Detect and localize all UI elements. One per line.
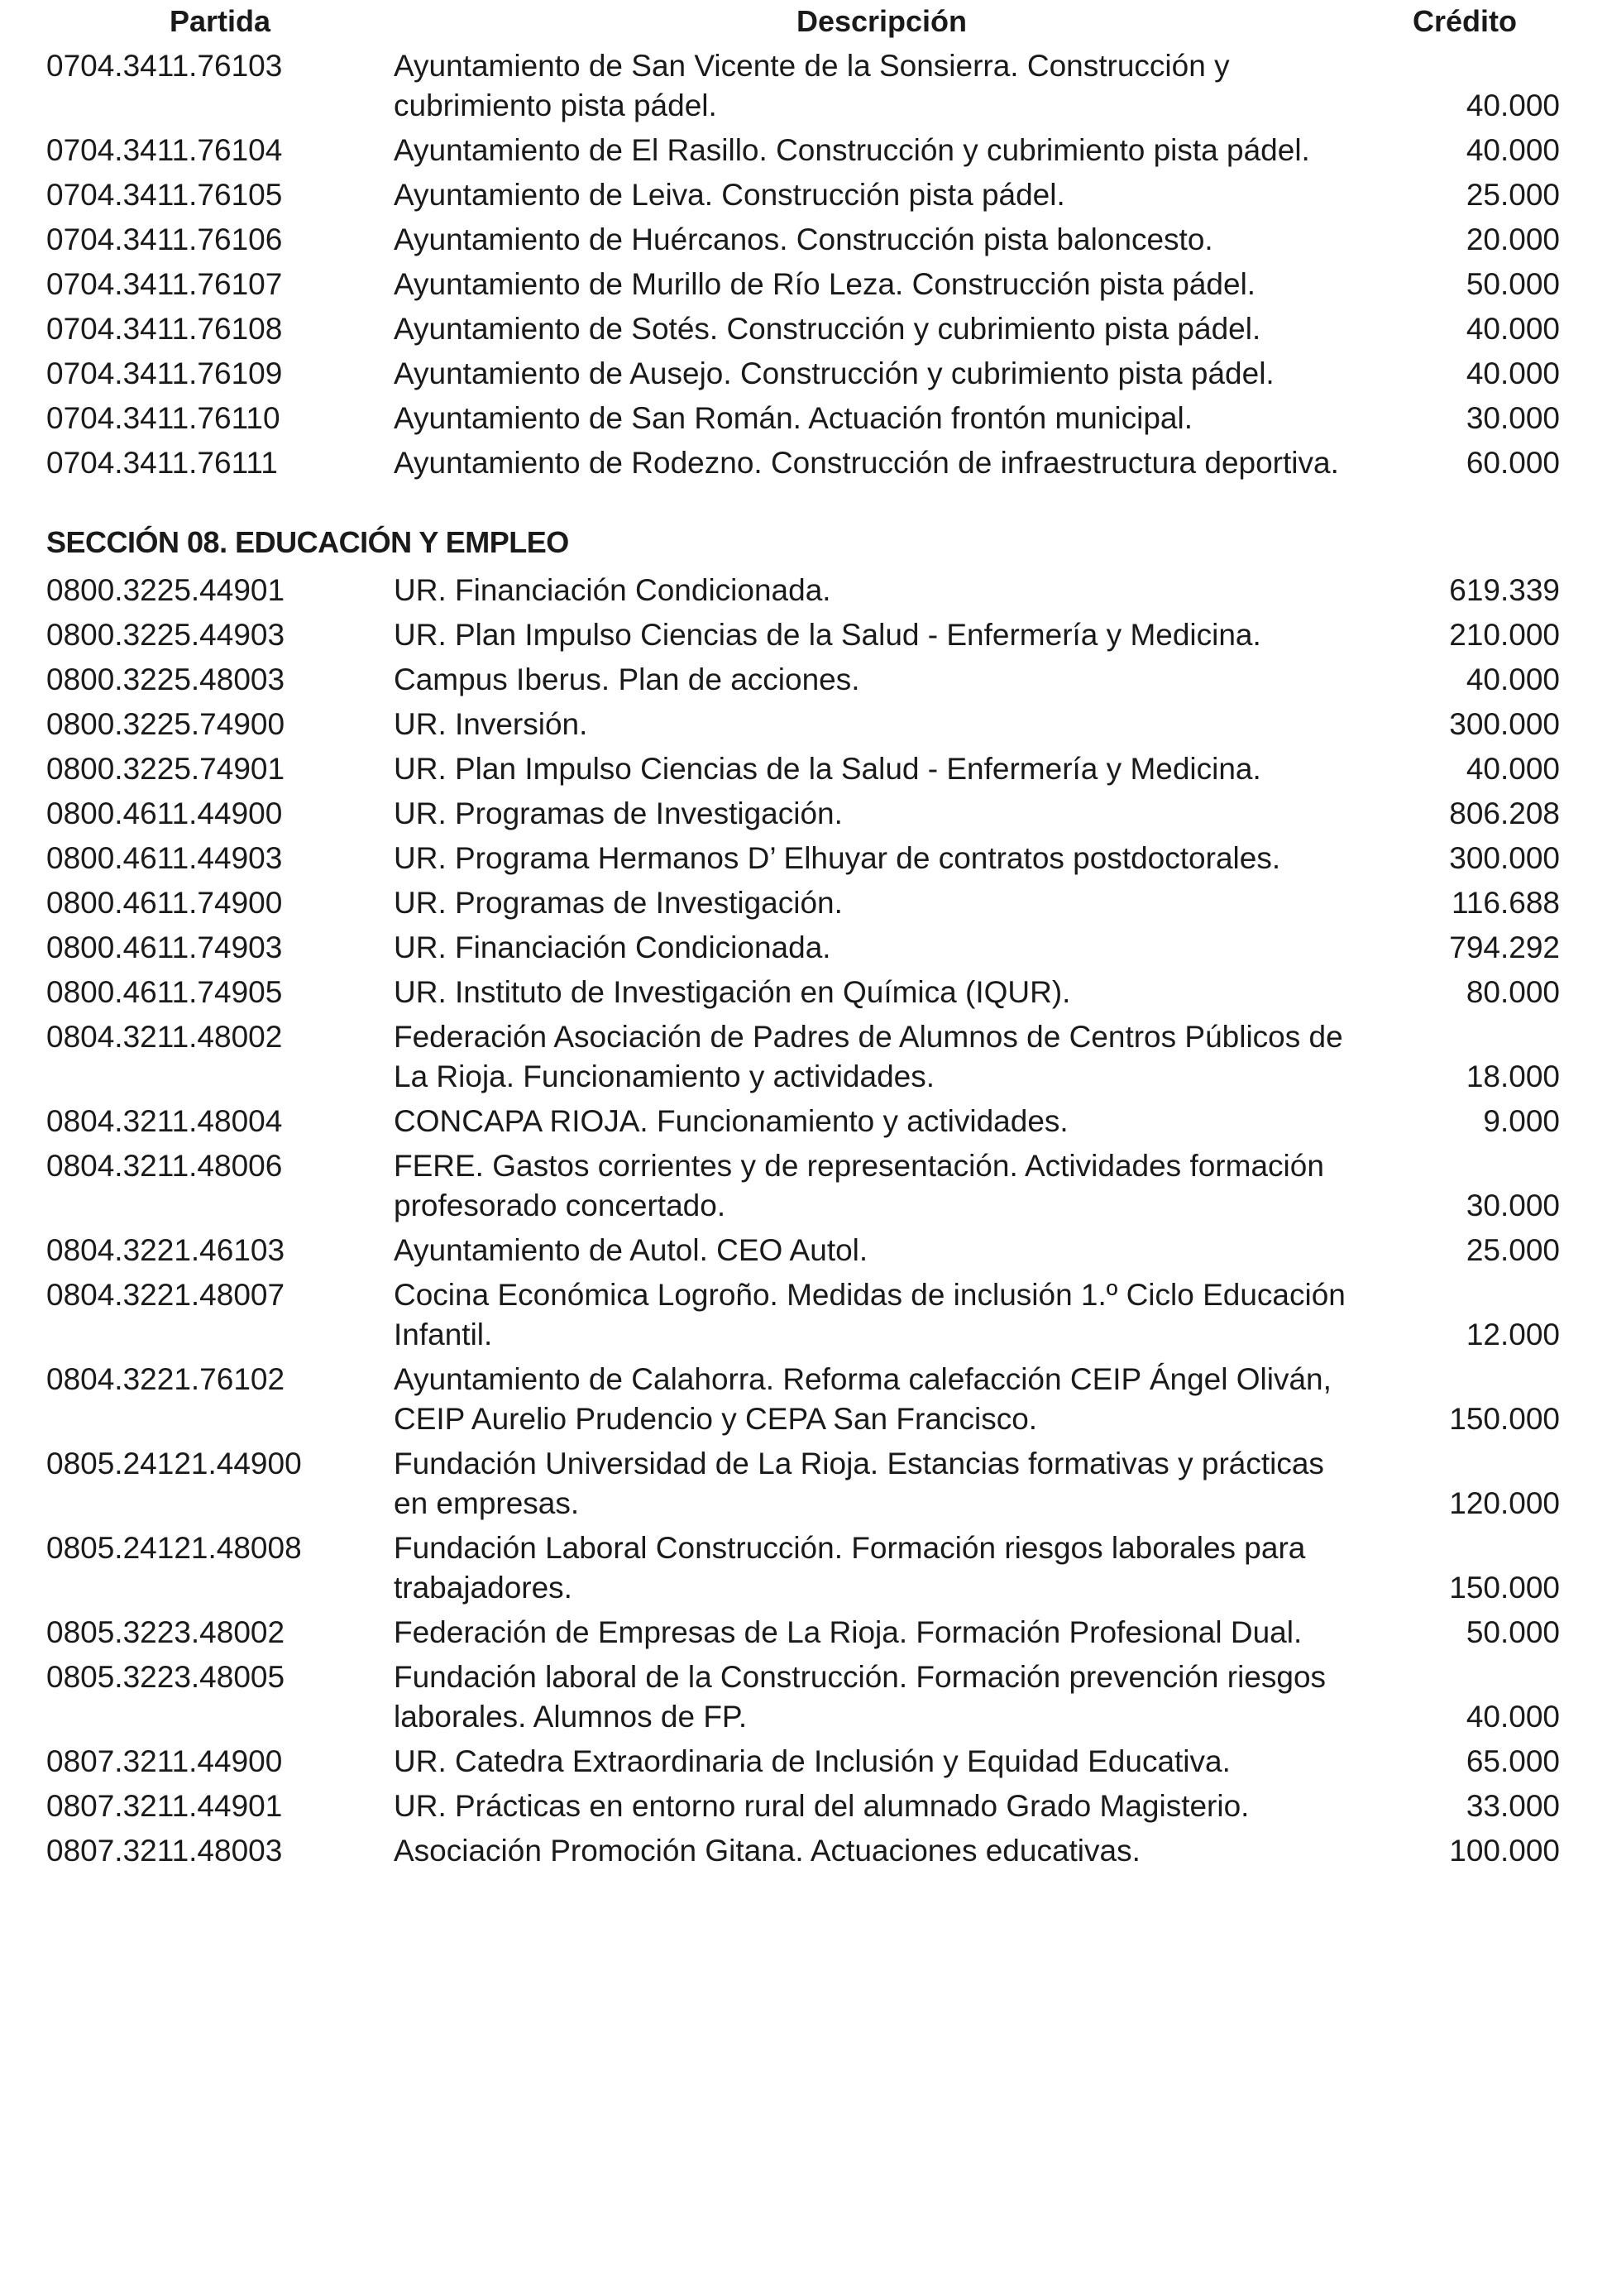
partida-code: 0807.3211.48003: [46, 1834, 283, 1868]
descripcion-text: UR. Plan Impulso Ciencias de la Salud - Enfermería y Medicina.: [394, 618, 1261, 652]
partida-code: 0804.3221.76102: [46, 1362, 285, 1396]
table-row: [46, 217, 1560, 261]
descripcion-text: Campus Iberus. Plan de acciones.: [394, 662, 860, 696]
table-row: [46, 440, 1560, 485]
table-row: [46, 1227, 1560, 1272]
partida-code: 0704.3411.76106: [46, 222, 283, 256]
credito-amount: 150.000: [1449, 1402, 1560, 1436]
partida-code: 0800.4611.74900: [46, 886, 283, 920]
table-row: [46, 567, 1560, 612]
credito-amount: 116.688: [1452, 886, 1560, 920]
table-row: [46, 1828, 1560, 1873]
credito-amount: 300.000: [1449, 841, 1560, 875]
credito-amount: 65.000: [1466, 1744, 1560, 1778]
partida-code: 0804.3211.48002: [46, 1020, 283, 1054]
credito-amount: 40.000: [1466, 88, 1560, 122]
descripcion-text: UR. Prácticas en entorno rural del alumnado Grado Magisterio.: [394, 1789, 1250, 1823]
descripcion-text: UR. Financiación Condicionada.: [394, 930, 831, 964]
partida-code: 0800.4611.44903: [46, 841, 283, 875]
partida-code: 0704.3411.76109: [46, 356, 283, 390]
partida-code: 0800.3225.44901: [46, 573, 285, 607]
table-row: [46, 612, 1560, 657]
credito-amount: 300.000: [1449, 707, 1560, 741]
partida-code: 0800.4611.74903: [46, 930, 283, 964]
partida-code: 0704.3411.76104: [46, 133, 283, 167]
credito-amount: 210.000: [1449, 618, 1560, 652]
partida-code: 0704.3411.76105: [46, 178, 283, 212]
partida-code: 0704.3411.76107: [46, 267, 283, 301]
table-row: [46, 351, 1560, 395]
section-title: SECCIÓN 08. EDUCACIÓN Y EMPLEO: [46, 525, 569, 559]
table-row: [46, 1143, 1560, 1227]
partida-code: 0704.3411.76110: [46, 401, 280, 435]
partida-code: 0804.3221.46103: [46, 1233, 285, 1267]
table-row: [46, 746, 1560, 791]
table-row: [46, 1098, 1560, 1143]
descripcion-text: Fundación Universidad de La Rioja. Estancias formativas y prácticas en empresas.: [394, 1447, 1324, 1520]
table-row: [46, 395, 1560, 440]
partida-code: 0807.3211.44901: [46, 1789, 283, 1823]
credito-amount: 806.208: [1449, 796, 1560, 830]
table-header: [46, 0, 1560, 43]
descripcion-text: Ayuntamiento de San Vicente de la Sonsierra. Construcción y cubrimiento pista pádel.: [394, 49, 1230, 122]
table-row: [46, 1783, 1560, 1828]
descripcion-text: Ayuntamiento de San Román. Actuación frontón municipal.: [394, 401, 1193, 435]
table-row: [46, 835, 1560, 880]
table-row: [46, 172, 1560, 217]
credito-amount: 25.000: [1466, 1233, 1560, 1267]
credito-amount: 25.000: [1466, 178, 1560, 212]
table-row: [46, 791, 1560, 835]
descripcion-text: Federación de Empresas de La Rioja. Formación Profesional Dual.: [394, 1615, 1303, 1649]
credito-amount: 60.000: [1466, 446, 1560, 480]
table-row: [46, 701, 1560, 746]
table-row: [46, 127, 1560, 172]
credito-amount: 12.000: [1466, 1318, 1560, 1351]
credito-amount: 20.000: [1466, 222, 1560, 256]
table-row: [46, 1739, 1560, 1783]
partida-code: 0805.3223.48005: [46, 1660, 285, 1694]
table-row: [46, 969, 1560, 1014]
partida-code: 0800.4611.44900: [46, 796, 283, 830]
descripcion-text: CONCAPA RIOJA. Funcionamiento y actividades.: [394, 1104, 1069, 1138]
rows-section-group: [46, 567, 1560, 1873]
descripcion-text: Ayuntamiento de El Rasillo. Construcción y cubrimiento pista pádel.: [394, 133, 1310, 167]
table-row: [46, 1610, 1560, 1654]
descripcion-text: Asociación Promoción Gitana. Actuaciones educativas.: [394, 1834, 1141, 1868]
table-row: [46, 261, 1560, 306]
descripcion-text: FERE. Gastos corrientes y de representación. Actividades formación profesorado concertado.: [394, 1149, 1324, 1222]
header-partida: Partida: [169, 4, 271, 38]
descripcion-text: Ayuntamiento de Huércanos. Construcción pista baloncesto.: [394, 222, 1213, 256]
credito-amount: 33.000: [1466, 1789, 1560, 1823]
credito-amount: 794.292: [1449, 930, 1560, 964]
table-row: [46, 1654, 1560, 1739]
partida-code: 0805.24121.44900: [46, 1447, 302, 1480]
partida-code: 0800.3225.44903: [46, 618, 285, 652]
credito-amount: 40.000: [1466, 133, 1560, 167]
descripcion-text: UR. Instituto de Investigación en Química (IQUR).: [394, 975, 1071, 1009]
table-row: [46, 1525, 1560, 1610]
table-row: [46, 925, 1560, 969]
descripcion-text: UR. Catedra Extraordinaria de Inclusión y Equidad Educativa.: [394, 1744, 1231, 1778]
descripcion-text: UR. Programas de Investigación.: [394, 886, 843, 920]
descripcion-text: Fundación Laboral Construcción. Formación riesgos laborales para trabajadores.: [394, 1531, 1306, 1605]
descripcion-text: UR. Plan Impulso Ciencias de la Salud - Enfermería y Medicina.: [394, 752, 1261, 786]
partida-code: 0800.3225.74900: [46, 707, 285, 741]
partida-code: 0805.3223.48002: [46, 1615, 285, 1649]
descripcion-text: Ayuntamiento de Murillo de Río Leza. Construcción pista pádel.: [394, 267, 1256, 301]
header-descripcion: Descripción: [796, 4, 968, 38]
credito-amount: 100.000: [1449, 1834, 1560, 1868]
credito-amount: 9.000: [1483, 1104, 1560, 1138]
credito-amount: 80.000: [1466, 975, 1560, 1009]
partida-code: 0704.3411.76111: [46, 446, 278, 480]
table-row: [46, 657, 1560, 701]
partida-code: 0800.4611.74905: [46, 975, 283, 1009]
credito-amount: 40.000: [1466, 312, 1560, 346]
credito-amount: 40.000: [1466, 662, 1560, 696]
partida-code: 0704.3411.76103: [46, 49, 283, 83]
descripcion-text: Cocina Económica Logroño. Medidas de inclusión 1.º Ciclo Educación Infantil.: [394, 1278, 1346, 1351]
table-row: [46, 1014, 1560, 1098]
table-row: [46, 306, 1560, 351]
credito-amount: 18.000: [1466, 1060, 1560, 1093]
partida-code: 0807.3211.44900: [46, 1744, 283, 1778]
descripcion-text: Federación Asociación de Padres de Alumnos de Centros Públicos de La Rioja. Funcionamiento y actividades.: [394, 1020, 1343, 1093]
credito-amount: 50.000: [1466, 1615, 1560, 1649]
credito-amount: 619.339: [1449, 573, 1560, 607]
credito-amount: 40.000: [1466, 752, 1560, 786]
table-row: [46, 1356, 1560, 1441]
descripcion-text: UR. Programa Hermanos D’ Elhuyar de contratos postdoctorales.: [394, 841, 1281, 875]
descripcion-text: Ayuntamiento de Sotés. Construcción y cubrimiento pista pádel.: [394, 312, 1261, 346]
descripcion-text: UR. Financiación Condicionada.: [394, 573, 831, 607]
credito-amount: 30.000: [1466, 401, 1560, 435]
descripcion-text: Ayuntamiento de Ausejo. Construcción y cubrimiento pista pádel.: [394, 356, 1275, 390]
descripcion-text: Ayuntamiento de Calahorra. Reforma calefacción CEIP Ángel Oliván, CEIP Aurelio Prudencio y CEPA San Francisco.: [394, 1362, 1332, 1436]
credito-amount: 30.000: [1466, 1189, 1560, 1222]
credito-amount: 40.000: [1466, 1700, 1560, 1734]
descripcion-text: UR. Inversión.: [394, 707, 588, 741]
partida-code: 0804.3211.48006: [46, 1149, 283, 1183]
partida-code: 0704.3411.76108: [46, 312, 283, 346]
budget-table: [46, 0, 1560, 1873]
descripcion-text: Fundación laboral de la Construcción. Formación prevención riesgos laborales. Alumnos de FP.: [394, 1660, 1327, 1734]
header-credito: Crédito: [1413, 4, 1517, 38]
descripcion-text: Ayuntamiento de Autol. CEO Autol.: [394, 1233, 868, 1267]
credito-amount: 120.000: [1449, 1486, 1560, 1520]
credito-amount: 50.000: [1466, 267, 1560, 301]
table-row: [46, 880, 1560, 925]
descripcion-text: UR. Programas de Investigación.: [394, 796, 843, 830]
rows-top-group: [46, 43, 1560, 485]
descripcion-text: Ayuntamiento de Leiva. Construcción pista pádel.: [394, 178, 1065, 212]
partida-code: 0804.3211.48004: [46, 1104, 283, 1138]
credito-amount: 40.000: [1466, 356, 1560, 390]
partida-code: 0804.3221.48007: [46, 1278, 285, 1312]
table-row: [46, 43, 1560, 127]
credito-amount: 150.000: [1449, 1571, 1560, 1605]
partida-code: 0800.3225.48003: [46, 662, 285, 696]
partida-code: 0805.24121.48008: [46, 1531, 302, 1565]
table-row: [46, 1272, 1560, 1356]
partida-code: 0800.3225.74901: [46, 752, 285, 786]
descripcion-text: Ayuntamiento de Rodezno. Construcción de infraestructura deportiva.: [394, 446, 1339, 480]
table-row: [46, 1441, 1560, 1525]
